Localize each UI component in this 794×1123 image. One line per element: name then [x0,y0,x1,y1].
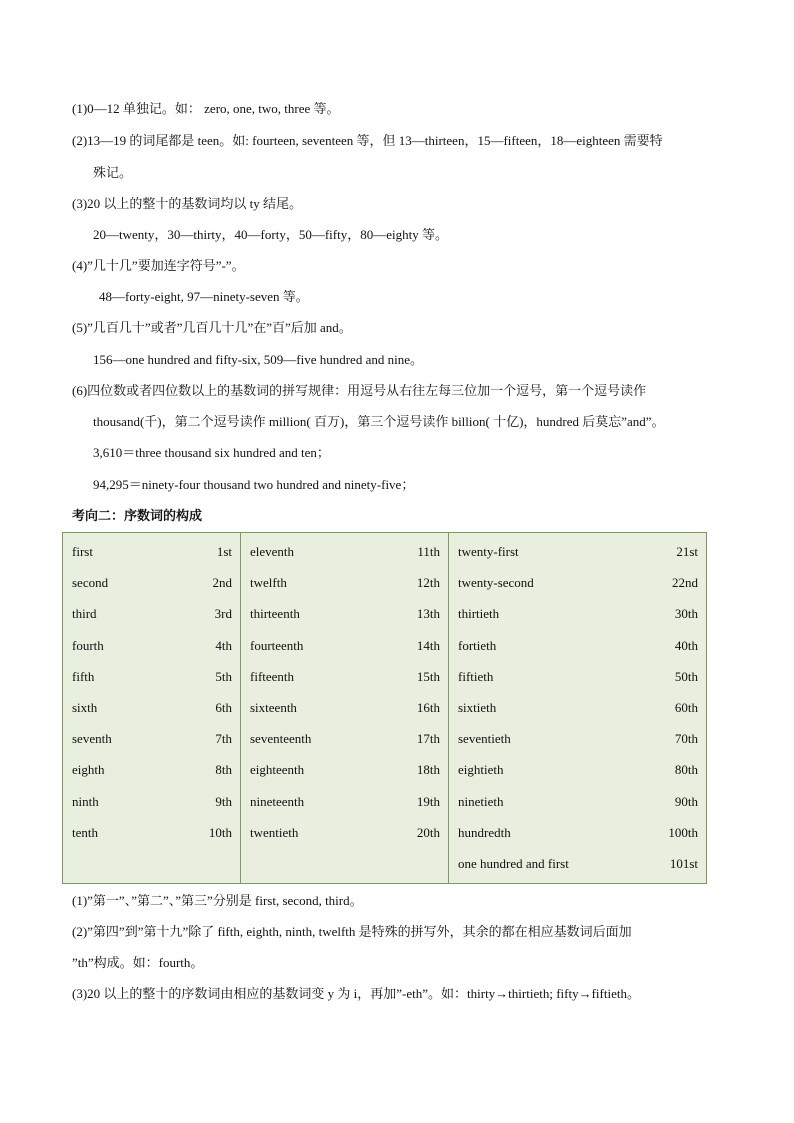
table-row [458,820,698,851]
ordinal-word: tenth [72,824,98,840]
table-row [250,664,440,695]
ordinal-abbr: 17th [416,731,440,747]
ordinal-abbr: 19th [416,793,440,809]
ordinal-abbr: 3rd [214,606,232,622]
ordinal-word: thirtieth [458,606,500,622]
table-column-3 [449,533,707,884]
table-row [250,789,440,820]
table-row [72,601,232,632]
table-column-1 [63,533,241,884]
ordinal-abbr: 11th [417,544,440,559]
section1-line-2: (2)13—19 的词尾都是 teen。如: fourteen, seventeen 等，但 13—thirteen，15—fifteen，18—eighteen 需要特 [72,133,663,148]
ordinal-abbr: 21st [676,544,698,559]
ordinal-word: sixth [72,699,98,715]
table-row [458,633,698,664]
ordinal-word: third [72,606,97,622]
ordinal-abbr: 1st [216,544,232,559]
section1-line-6-cont: thousand(千)，第二个逗号读作 million( 百万)，第三个逗号读作 billion( 十亿)，hundred 后莫忘”and”。 [93,414,665,429]
section1-line-6-example-2: 94,295＝ninety-four thousand two hundred and ninety-five； [93,477,415,492]
ordinal-abbr: 20th [416,824,440,840]
ordinal-word: second [72,575,109,591]
ordinal-word: sixteenth [250,699,297,715]
table-row [72,633,232,664]
table-row [458,851,698,882]
table-row [458,789,698,820]
section1-line-5: (5)”几百几十”或者”几百几十几”在”百”后加 and。 [72,320,352,335]
table-row [458,570,698,601]
ordinal-abbr: 13th [416,606,440,622]
ordinal-word: fourth [72,637,104,653]
ordinal-word: seventieth [458,731,511,747]
section2-line-1: (1)”第一”、”第二”、”第三”分别是 first, second, third。 [72,893,363,908]
ordinal-abbr: 16th [416,699,440,715]
ordinal-abbr: 15th [416,668,440,684]
ordinal-word: eighteenth [250,762,305,778]
ordinal-abbr: 40th [674,637,698,653]
section1-line-6: (6)四位数或者四位数以上的基数词的拼写规律：用逗号从右往左每三位加一个逗号，第一个逗号读作 [72,383,647,398]
ordinal-word: hundredth [458,824,511,840]
ordinal-abbr: 60th [674,699,698,715]
ordinal-abbr: 30th [674,606,698,622]
section2-line-3: (3)20 以上的整十的序数词由相应的基数词变 y 为 i，再加”-eth”。如：thirty→thirtieth; fifty→fiftieth。 [72,986,640,1001]
table-row [250,633,440,664]
section2-line-2: (2)”第四”到”第十九”除了 fifth, eighth, ninth, twelfth 是特殊的拼写外，其余的都在相应基数词后面加 [72,924,632,939]
ordinal-word: twentieth [250,824,299,840]
ordinal-abbr: 5th [215,668,232,684]
ordinal-abbr: 50th [674,668,698,684]
table-row [72,539,232,570]
table-row [72,695,232,726]
ordinal-abbr: 10th [208,824,232,840]
section1-line-3-example: 20—twenty，30—thirty，40—forty，50—fifty，80—eighty 等。 [93,227,448,242]
ordinal-abbr: 18th [416,762,440,778]
table-row [250,539,440,570]
ordinal-word: eleventh [250,544,295,559]
ordinal-word: twenty-first [458,544,519,559]
ordinal-abbr: 22nd [672,575,698,591]
ordinal-word: fifth [72,668,95,684]
table-row [250,757,440,788]
table-row [458,664,698,695]
section1-line-4-example: 48—forty-eight, 97—ninety-seven 等。 [99,289,309,304]
table-row [72,789,232,820]
ordinal-word: thirteenth [250,606,300,622]
ordinal-abbr: 14th [416,637,440,653]
ordinal-abbr: 9th [215,793,232,809]
table-row [458,726,698,757]
ordinal-abbr: 2nd [212,575,232,591]
table-row [250,726,440,757]
ordinal-abbr: 80th [674,762,698,778]
table-row [458,539,698,570]
ordinal-word: fifteenth [250,668,295,684]
section-heading: 考向二：序数词的构成 [72,508,203,523]
table-row [458,601,698,632]
table-row [250,601,440,632]
ordinal-abbr: 6th [215,699,232,715]
table-row [458,757,698,788]
ordinal-word: twenty-second [458,575,534,591]
ordinal-word: ninetieth [458,793,504,809]
section1-line-5-example: 156—one hundred and fifty-six, 509—five hundred and nine。 [93,352,423,367]
section1-line-2-cont: 殊记。 [93,165,133,180]
ordinal-word: fourteenth [250,637,304,653]
ordinal-word: fiftieth [458,668,494,684]
ordinal-word: ninth [72,793,99,809]
section1-line-3: (3)20 以上的整十的基数词均以 ty 结尾。 [72,196,303,211]
ordinal-word: seventeenth [250,731,312,747]
table-row [72,726,232,757]
ordinal-abbr: 12th [416,575,440,591]
ordinal-abbr: 4th [215,637,232,653]
section1-line-4: (4)”几十几”要加连字符号”-”。 [72,258,245,273]
table-row [250,820,440,851]
table-row [250,570,440,601]
ordinal-word: one hundred and first [458,855,569,871]
ordinal-abbr: 90th [674,793,698,809]
table-row [72,664,232,695]
table-column-2 [241,533,449,884]
table-row [72,757,232,788]
section2-line-2-cont: ”th”构成。如：fourth。 [72,955,204,970]
table-row [458,695,698,726]
table-row [72,570,232,601]
ordinal-abbr: 8th [215,762,232,778]
ordinal-abbr: 101st [669,855,698,871]
section1-line-1: (1)0—12 单独记。如： zero, one, two, three 等。 [72,101,340,116]
ordinal-abbr: 100th [668,824,698,840]
ordinal-word: sixtieth [458,699,497,715]
ordinal-word: eighth [72,762,105,778]
ordinal-word: first [72,544,93,559]
ordinal-word: twelfth [250,575,287,591]
ordinal-word: seventh [72,731,112,747]
ordinal-table [62,532,707,884]
ordinal-abbr: 7th [215,731,232,747]
section1-line-6-example-1: 3,610＝three thousand six hundred and ten； [93,445,330,460]
table-row [250,695,440,726]
ordinal-word: nineteenth [250,793,305,809]
ordinal-word: fortieth [458,637,497,653]
ordinal-abbr: 70th [674,731,698,747]
table-row [72,820,232,851]
ordinal-word: eightieth [458,762,504,778]
